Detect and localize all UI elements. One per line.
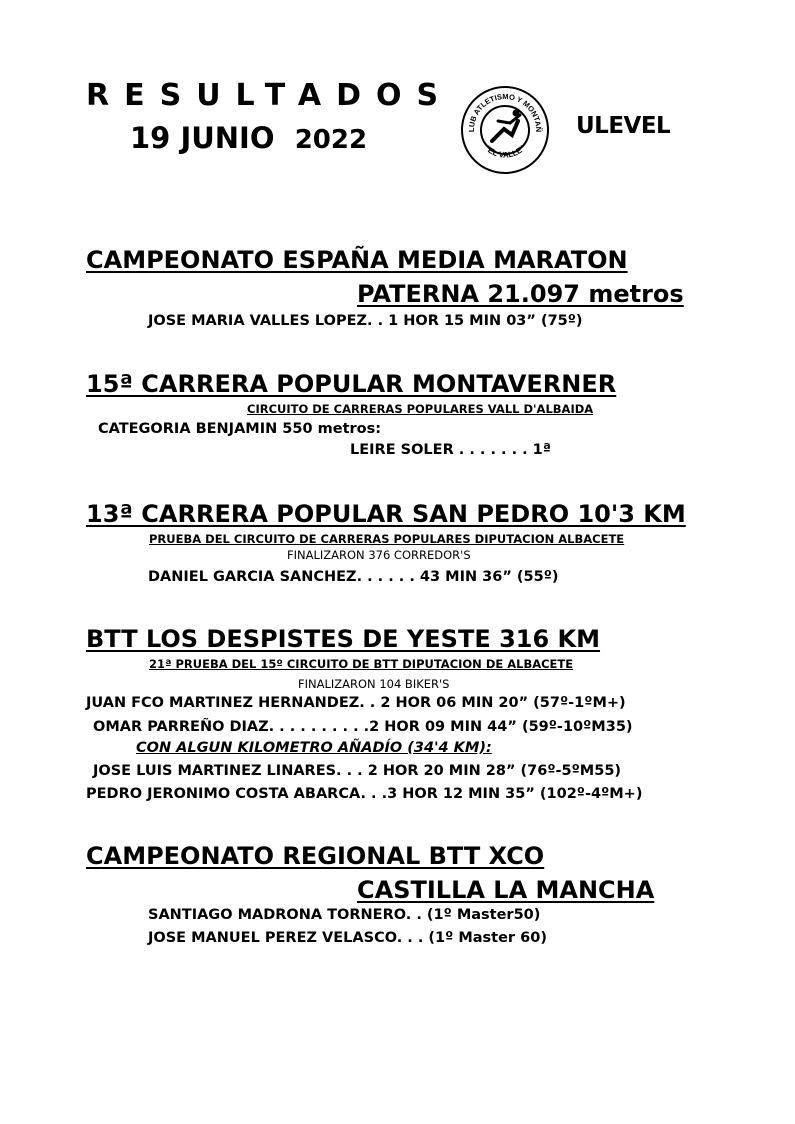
section-title: 13ª CARRERA POPULAR SAN PEDRO 10'3 KM xyxy=(86,500,686,528)
section-subtitle: PATERNA 21.097 metros xyxy=(357,280,684,308)
category-label: CATEGORIA BENJAMIN 550 metros: xyxy=(98,421,382,437)
result-line: JOSE MANUEL PEREZ VELASCO. . . (1º Master 60) xyxy=(148,930,547,946)
result-line: LEIRE SOLER . . . . . . . 1ª xyxy=(350,442,551,458)
result-line: SANTIAGO MADRONA TORNERO. . (1º Master50) xyxy=(148,907,541,923)
circuit-name: PRUEBA DEL CIRCUITO DE CARRERAS POPULARES DIPUTACION ALBACETE xyxy=(149,532,625,546)
section-subtitle: CASTILLA LA MANCHA xyxy=(357,876,655,904)
result-line: JUAN FCO MARTINEZ HERNANDEZ. . 2 HOR 06 MIN 20” (57º-1ºM+) xyxy=(86,695,626,711)
result-line: JOSE MARIA VALLES LOPEZ. . 1 HOR 15 MIN 03” (75º) xyxy=(148,313,583,329)
circuit-name: CIRCUITO DE CARRERAS POPULARES VALL D'ALBAIDA xyxy=(247,402,594,416)
section-title: 15ª CARRERA POPULAR MONTAVERNER xyxy=(86,370,617,398)
svg-text:CLUB ATLETISMO Y MONTAÑA xyxy=(460,85,543,132)
club-logo-emblem xyxy=(460,85,550,175)
section-title: BTT LOS DESPISTES DE YESTE 316 KM xyxy=(86,625,601,653)
finishers-count: FINALIZARON 104 BIKER'S xyxy=(298,677,450,691)
club-logo xyxy=(460,85,550,175)
finishers-count: FINALIZARON 376 CORREDOR'S xyxy=(287,548,471,562)
sponsor-logo: ULEVEL xyxy=(576,113,671,139)
section-title: CAMPEONATO ESPAÑA MEDIA MARATON xyxy=(86,246,628,274)
result-line: PEDRO JERONIMO COSTA ABARCA. . .3 HOR 12 MIN 35” (102º-4ºM+) xyxy=(86,786,643,802)
page-title: RESULTADOS xyxy=(86,78,454,113)
circuit-name: 21ª PRUEBA DEL 15º CIRCUITO DE BTT DIPUTACION DE ALBACETE xyxy=(149,657,574,671)
result-line: DANIEL GARCIA SANCHEZ. . . . . . 43 MIN 36” (55º) xyxy=(148,569,559,585)
svg-text:"EL VALLE" xyxy=(483,144,527,160)
event-date xyxy=(130,121,367,155)
section-title: CAMPEONATO REGIONAL BTT XCO xyxy=(86,842,545,870)
result-line: JOSE LUIS MARTINEZ LINARES. . . 2 HOR 20 MIN 28” (76º-5ºM55) xyxy=(93,763,622,779)
date-year: 2022 xyxy=(294,125,368,155)
result-line: OMAR PARREÑO DIAZ. . . . . . . . . .2 HOR 09 MIN 44” (59º-10ºM35) xyxy=(93,719,633,735)
club-logo-text-top: LUB ATLETISMO Y MONTAÑ xyxy=(466,91,544,133)
date-day-month: 19 JUNIO xyxy=(130,121,275,155)
club-logo-text-bottom: "EL VALLE" xyxy=(483,143,527,160)
distance-note: CON ALGUN KILOMETRO AÑADÍO (34'4 KM): xyxy=(136,740,492,756)
